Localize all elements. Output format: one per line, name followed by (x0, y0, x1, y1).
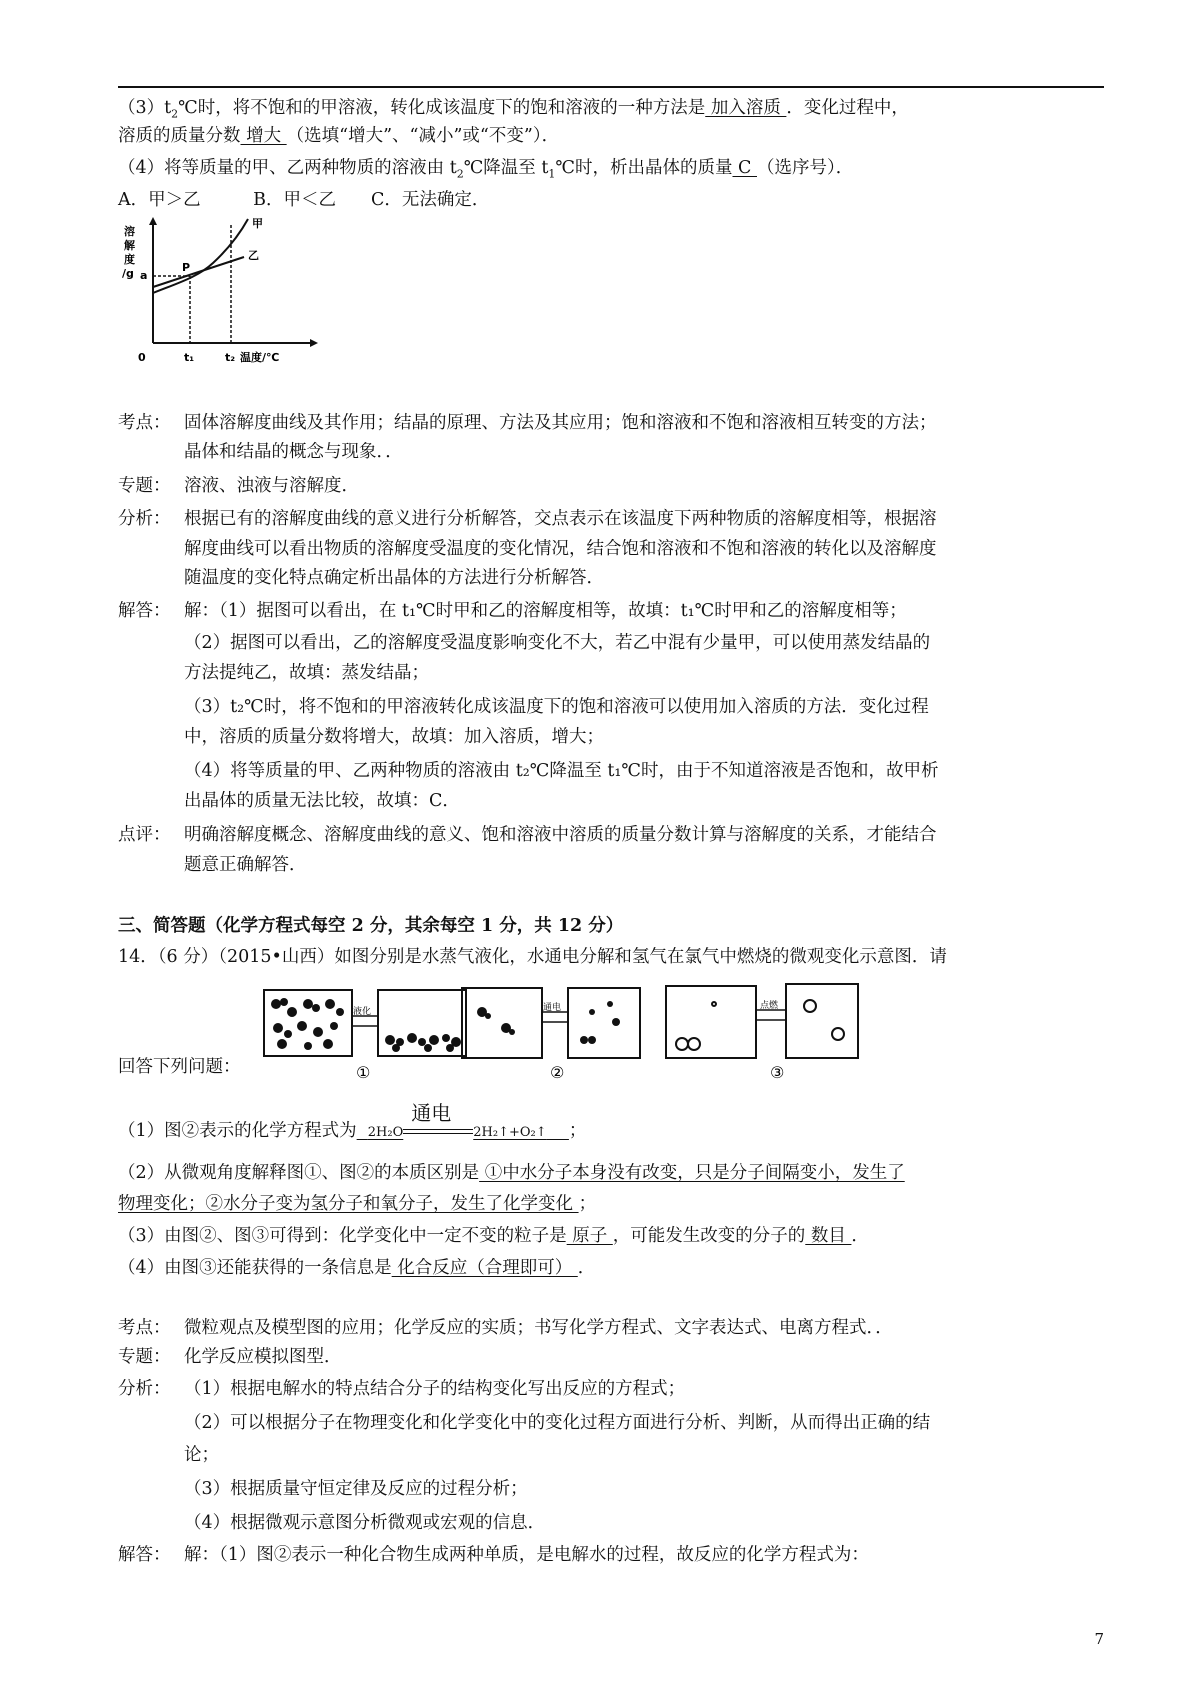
q13-fenxi-1: 根据已有的溶解度曲线的意义进行分析解答，交点表示在该温度下两种物质的溶解度相等，根据溶 (184, 509, 937, 529)
y-unit: /g (122, 267, 134, 280)
figure-3-label: ③ (770, 1063, 785, 1082)
q14-fenxi-3: 论； (184, 1445, 219, 1465)
header-rule (118, 86, 1104, 88)
arrow-label-1: 液化 (353, 1007, 372, 1017)
q14-answer-2b: 物理变化；②水分子变为氢分子和氧分子，发生了化学变化 (118, 1194, 579, 1214)
q14-part3: （3）由图②、图③可得到：化学变化中一定不变的粒子是 原子 ，可能发生改变的分子的 数目 ． (118, 1226, 869, 1246)
x-label: 温度/℃ (240, 351, 280, 364)
figure-1-label: ① (356, 1063, 371, 1082)
q14-stem-2: 回答下列问题： (118, 1057, 241, 1077)
t2-label: t₂ (225, 351, 236, 364)
q14-part4: （4）由图③还能获得的一条信息是 化合反应（合理即可） ． (118, 1258, 596, 1278)
equation-arrow (403, 1100, 473, 1137)
q13-dianping-label: 点评： (118, 825, 171, 845)
eq-condition: 通电 (411, 1100, 452, 1125)
y-label-1: 溶 (124, 225, 135, 238)
q13-kaodian-label: 考点： (118, 413, 171, 433)
q14-fenxi-label: 分析： (118, 1379, 171, 1399)
q14-fenxi-1: （1）根据电解水的特点结合分子的结构变化写出反应的方程式； (184, 1379, 686, 1399)
section-heading: 三、简答题（化学方程式每空 2 分，其余每空 1 分，共 12 分） (118, 916, 624, 936)
q14-answer-combination: 化合反应（合理即可） (391, 1258, 578, 1278)
q14-stem: 14．（6 分）（2015•山西）如图分别是水蒸气液化，水通电分解和氢气在氯气中燃烧的微观变化示意图．请 (118, 947, 947, 967)
a-label: a (140, 269, 148, 282)
curve-yi-label: 乙 (248, 249, 259, 262)
q14-jieda-label: 解答： (118, 1545, 171, 1565)
q13-answer-add-solute: 加入溶质 (705, 98, 787, 118)
q13-jieda-label: 解答： (118, 601, 171, 621)
q14-micro-diagrams (262, 982, 902, 1084)
q13-fenxi-2: 解度曲线可以看出物质的溶解度受温度的变化情况，结合饱和溶液和不饱和溶液的转化以及溶解度 (184, 539, 937, 559)
q14-part1: （1）图②表示的化学方程式为 2H₂O 通电 2H₂↑+O₂↑ ； (118, 1117, 586, 1142)
q13-dianping-2: 题意正确解答． (184, 855, 307, 875)
q13-jieda-1: 解：（1）据图可以看出，在 t₁℃时甲和乙的溶解度相等，故填：t₁℃时甲和乙的溶解度相等； (184, 601, 907, 621)
q14-fenxi-2: （2）可以根据分子在物理变化和化学变化中的变化过程方面进行分析、判断，从而得出正确的结 (184, 1413, 931, 1433)
q13-kaodian-2: 晶体和结晶的概念与现象．． (184, 442, 403, 462)
q13-jieda-2: （2）据图可以看出，乙的溶解度受温度影响变化不大，若乙中混有少量甲，可以使用蒸发结晶的 (184, 633, 931, 653)
q14-kaodian-label: 考点： (118, 1318, 171, 1338)
y-label-2: 解 (124, 239, 135, 252)
q14-part2-line1: （2）从微观角度解释图①、图②的本质区别是 ①中水分子本身没有改变，只是分子间隔变小，发生了 (118, 1163, 905, 1183)
q13-jieda-4: （3）t₂℃时，将不饱和的甲溶液转化成该温度下的饱和溶液可以使用加入溶质的方法．变化过程 (184, 697, 929, 717)
q14-zhuanti-label: 专题： (118, 1347, 171, 1367)
q13-kaodian-1: 固体溶解度曲线及其作用；结晶的原理、方法及其应用；饱和溶液和不饱和溶液相互转变的方法； (184, 413, 937, 433)
figure-2-label: ② (550, 1063, 565, 1082)
q13-fenxi-3: 随温度的变化特点确定析出晶体的方法进行分析解答． (184, 568, 604, 588)
q13-zhuanti: 溶液、浊液与溶解度． (184, 476, 359, 496)
q13-part3-line1: $(3)t_2℃$时，将不饱和的甲溶液，转化成该温度下的饱和溶液的一种方法是 加入溶质 ．变化过程中， (118, 98, 909, 121)
q13-options: A．甲＞乙 B．甲＜乙 C．无法确定． (118, 190, 490, 210)
y-axis-arrow (149, 217, 157, 225)
q14-answer-atom: 原子 (566, 1226, 613, 1246)
q14-answer-2a: ①中水分子本身没有改变，只是分子间隔变小，发生了 (479, 1163, 905, 1183)
q13-dianping-1: 明确溶解度概念、溶解度曲线的意义、饱和溶液中溶质的质量分数计算与溶解度的关系，才能结合 (184, 825, 937, 845)
q13-part4: （4）将等质量的甲、乙两种物质的溶液由 $t_2℃$降温至 $t_1℃$时，析出晶体的质量 C （选序号）． (118, 158, 854, 181)
q13-jieda-6: （4）将等质量的甲、乙两种物质的溶液由 t₂℃降温至 t₁℃时，由于不知道溶液是否饱和，故甲析 (184, 761, 939, 781)
q13-part3-line2: 溶质的质量分数 增大 （选填“增大”、“减小”或“不变”）． (118, 126, 560, 146)
q14-fenxi-4: （3）根据质量守恒定律及反应的过程分析； (184, 1479, 528, 1499)
q14-answer-number: 数目 (805, 1226, 852, 1246)
q14-fenxi-5: （4）根据微观示意图分析微观或宏观的信息． (184, 1513, 546, 1533)
q13-fenxi-label: 分析： (118, 509, 171, 529)
origin-label: 0 (138, 351, 146, 364)
q13-answer-c: C (732, 158, 757, 178)
q13-zhuanti-label: 专题： (118, 476, 171, 496)
q13-jieda-7: 出晶体的质量无法比较，故填：C． (184, 791, 460, 811)
q13-jieda-3: 方法提纯乙，故填：蒸发结晶； (184, 663, 429, 683)
q14-kaodian: 微粒观点及模型图的应用；化学反应的实质；书写化学方程式、文字表达式、电离方程式．． (184, 1318, 893, 1338)
p-label: P (182, 261, 191, 274)
q13-answer-increase: 增大 (240, 126, 287, 146)
curve-jia-label: 甲 (252, 217, 263, 230)
q14-jieda-1: 解：（1）图②表示一种化合物生成两种单质，是电解水的过程，故反应的化学方程式为： (184, 1545, 869, 1565)
page-number: 7 (1094, 1630, 1104, 1648)
arrow-label-3: 点燃 (760, 1001, 779, 1011)
q13-jieda-5: 中，溶质的质量分数将增大，故填：加入溶质，增大； (184, 727, 604, 747)
q14-zhuanti: 化学反应模拟图型． (184, 1347, 342, 1367)
arrow-label-2: 通电 (543, 1003, 562, 1013)
x-axis-arrow (310, 339, 318, 347)
y-label-3: 度 (124, 253, 135, 266)
q14-part2-line2: 物理变化；②水分子变为氢分子和氧分子，发生了化学变化 ； (118, 1194, 597, 1214)
solubility-graph (118, 215, 333, 375)
q14-equation: 2H₂O 通电 2H₂↑+O₂↑ (357, 1121, 569, 1141)
t1-label: t₁ (184, 351, 195, 364)
